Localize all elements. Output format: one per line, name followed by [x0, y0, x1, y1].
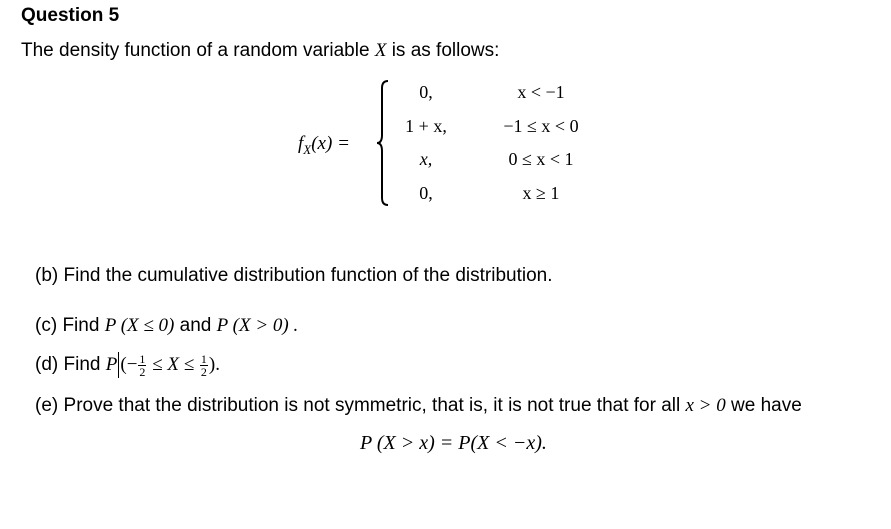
- part-e-text1: Prove that the distribution is not symmetric, that is, it is not true that for all: [63, 395, 686, 416]
- part-d-frac-1: [138, 353, 146, 378]
- case-condition-4: x ≥ 1: [522, 183, 560, 203]
- part-d-close: ).: [208, 354, 220, 376]
- intro-lead: The density function of a random variable: [21, 40, 375, 61]
- density-arg: (x) =: [311, 133, 350, 154]
- density-label: [298, 133, 350, 158]
- case-value-1: 0,: [419, 82, 433, 102]
- part-b-label: (b): [35, 265, 59, 286]
- frac-2-num: 1: [200, 351, 207, 366]
- density-sub: X: [303, 141, 312, 157]
- part-c-text2: and: [174, 315, 217, 336]
- case-condition-2: −1 ≤ x < 0: [503, 116, 579, 136]
- frac-1-den: 2: [139, 364, 146, 379]
- part-d-open: (−: [120, 354, 138, 376]
- part-d-text1: Find: [63, 354, 106, 376]
- part-d-mid: ≤ X ≤: [147, 354, 199, 376]
- intro-text: [21, 40, 499, 62]
- part-c-label: (c): [35, 315, 58, 336]
- part-b: [35, 265, 553, 287]
- case-value-4: 0,: [419, 183, 433, 203]
- part-b-text: Find the cumulative distribution function of the distribution.: [63, 265, 553, 286]
- part-c-math1: P (X ≤ 0): [104, 315, 175, 336]
- intro-variable: X: [374, 40, 387, 61]
- case-condition-1: x < −1: [517, 82, 565, 102]
- part-e-label: (e): [35, 395, 59, 416]
- part-d-label: (d): [35, 354, 59, 376]
- frac-1-num: 1: [139, 351, 146, 366]
- density-f: f: [298, 133, 304, 154]
- part-e-equation: P (X > x) = P(X < −x).: [360, 432, 547, 454]
- question-heading: Question 5: [21, 5, 120, 26]
- part-e: [35, 395, 802, 417]
- part-c-math2: P (X > 0) .: [216, 315, 299, 336]
- part-e-math1: x > 0: [685, 395, 726, 416]
- part-c-text1: Find: [62, 315, 105, 336]
- case-condition-3: 0 ≤ x < 1: [508, 149, 574, 169]
- frac-2-den: 2: [200, 364, 207, 379]
- part-d-p: P: [105, 354, 118, 376]
- case-value-2: 1 + x,: [405, 116, 447, 136]
- part-d-frac-2: [200, 353, 208, 378]
- part-e-text2: we have: [725, 395, 802, 416]
- case-value-3: x,: [419, 149, 433, 169]
- part-d: [35, 352, 220, 378]
- part-c: [35, 315, 298, 337]
- intro-suffix: is as follows:: [386, 40, 500, 61]
